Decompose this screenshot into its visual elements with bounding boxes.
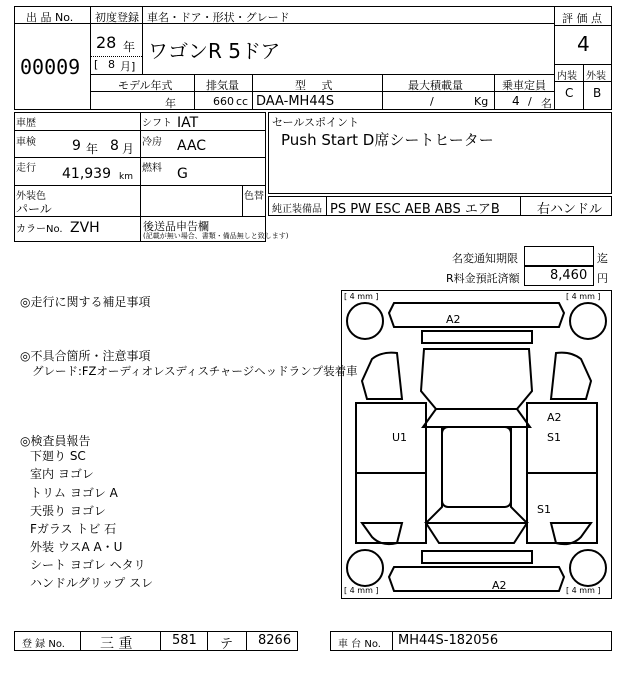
capacity-label: 乗車定員 (502, 79, 546, 92)
aftermarket-note: (記載が無い場合、書類・備品無しと致します) (143, 232, 289, 240)
right-front-fender (551, 353, 591, 399)
chassis-no: MH44S-182056 (398, 633, 499, 648)
defects-line: グレード:FZオーディオレスディスチャージヘッドランプ装着車 (32, 364, 358, 378)
first-reg-label: 初度登録 (95, 11, 139, 24)
reg-month: 8 (108, 58, 115, 71)
inspector-title: ◎検査員報告 (20, 434, 91, 448)
front-bumper-shape (389, 303, 564, 327)
color-no-value: ZVH (70, 220, 100, 236)
load-slash: / (430, 95, 434, 108)
rear-glass (426, 523, 527, 543)
person-unit: 名 (541, 97, 552, 110)
fuel-label: 燃料 (142, 163, 162, 174)
recycle-label: R料金預託済額 (446, 272, 520, 285)
aftermarket-label: 後送品申告欄 (143, 220, 209, 233)
left-rear-fender (362, 523, 402, 544)
recycle-unit: 円 (597, 272, 608, 285)
shaken-label: 車検 (16, 137, 36, 148)
handle-side: 右ハンドル (537, 202, 603, 217)
name-change-unit: 迄 (597, 252, 608, 265)
model-year-unit: 年 (165, 97, 176, 110)
hood (421, 349, 532, 409)
car-diagram (341, 290, 612, 599)
right-rear-fender (551, 523, 591, 544)
name-change-value-box (524, 246, 594, 266)
equipment-items: PS PW ESC AEB ABS エアB (330, 202, 500, 217)
capacity-slash: / (528, 95, 532, 108)
inspector-line: 室内 ヨゴレ (30, 467, 94, 481)
rear-bumper-shape (389, 567, 564, 591)
displacement-value: 660 (213, 95, 234, 108)
model-code-label: 型 式 (295, 79, 339, 92)
score-label: 評 価 点 (562, 12, 602, 25)
repaint-label: 色替 (244, 191, 264, 202)
tire-front-left (347, 303, 383, 339)
color-no-label: カラーNo. (16, 224, 63, 235)
inspector-line: 下廻り SC (30, 449, 86, 463)
lot-no-label: 出 品 No. (26, 11, 74, 24)
equipment-label: 純正装備品 (272, 204, 322, 215)
damage-right-rear-s1: S1 (537, 503, 551, 516)
reg-number: 8266 (258, 633, 292, 648)
mileage-label: 走行 (16, 163, 36, 174)
tire-mark-fl: [ 4 mm ] (344, 292, 379, 301)
exterior-color-value: パール (16, 202, 52, 216)
name-change-label: 名変通知期限 (452, 252, 518, 265)
left-pillar (426, 427, 442, 523)
history-label: 車歴 (16, 118, 36, 129)
reg-class: 581 (172, 633, 197, 648)
left-rear-door (356, 473, 426, 543)
fuel-value: G (177, 166, 188, 182)
model-code: DAA-MH44S (256, 94, 335, 109)
capacity-value: 4 (512, 94, 520, 108)
shift-label: シフト (142, 118, 172, 129)
car-diagram-svg (342, 291, 611, 598)
reg-month-bracket: [ (94, 58, 99, 71)
driving-notes-title: ◎走行に関する補足事項 (20, 295, 151, 309)
reg-year: 28 (96, 33, 117, 52)
shift-value: IAT (177, 115, 199, 131)
tire-front-right (570, 303, 606, 339)
damage-rear-bumper: A2 (492, 579, 507, 592)
windshield (423, 409, 530, 427)
tire-mark-rl: [ 4 mm ] (344, 586, 379, 595)
roof (442, 427, 511, 507)
reg-region: 三 重 (100, 636, 133, 652)
shaken-year-unit: 年 (86, 142, 99, 156)
max-load-label: 最大積載量 (408, 79, 463, 92)
exterior-label: 外装 (586, 71, 606, 82)
damage-front-bumper: A2 (446, 313, 461, 326)
inspector-line: Fガラス トビ 石 (30, 522, 117, 536)
interior-grade: C (565, 86, 574, 100)
inspector-line: 天張り ヨゴレ (30, 504, 106, 518)
inspector-line: 外装 ウスA A・U (30, 540, 123, 554)
left-front-fender (362, 353, 402, 399)
ac-label: 冷房 (142, 137, 162, 148)
score-value: 4 (577, 32, 590, 56)
right-pillar (511, 427, 527, 523)
right-front-door (527, 403, 597, 473)
chassis-label: 車 台 No. (338, 639, 381, 650)
displacement-label: 排気量 (206, 79, 239, 92)
damage-left-front-u1: U1 (392, 431, 408, 444)
defects-title: ◎不具合箇所・注意事項 (20, 349, 151, 363)
left-front-door (356, 403, 426, 473)
sales-point-label: セールスポイント (272, 116, 360, 129)
inspector-line: トリム ヨゴレ A (30, 486, 118, 500)
sales-point-text: Push Start D席シートヒーター (281, 131, 494, 149)
recycle-value: 8,460 (550, 268, 588, 283)
cc-unit: cc (236, 95, 249, 108)
inspector-line: ハンドルグリップ スレ (30, 576, 154, 590)
reg-month-unit: 月] (120, 60, 136, 73)
shaken-month-unit: 月 (122, 142, 135, 156)
exterior-grade: B (593, 86, 602, 100)
tire-mark-rr: [ 4 mm ] (566, 586, 601, 595)
shaken-month: 8 (110, 138, 119, 154)
car-name: ワゴンR 5ドア (148, 39, 281, 63)
reg-year-unit: 年 (123, 40, 136, 54)
rear-garnish (422, 551, 532, 563)
reg-no-label: 登 録 No. (22, 639, 65, 650)
tire-rear-left (347, 550, 383, 586)
reg-kana: テ (220, 637, 234, 652)
damage-right-front-a2: A2 (547, 411, 562, 424)
lot-number: 00009 (20, 55, 81, 79)
kg-unit: Kg (474, 95, 489, 108)
inspector-line: シート ヨゴレ ヘタリ (30, 558, 146, 572)
ac-value: AAC (177, 138, 207, 154)
exterior-color-label: 外装色 (16, 191, 46, 202)
tire-mark-fr: [ 4 mm ] (566, 292, 601, 301)
interior-label: 内装 (557, 71, 577, 82)
front-grille (422, 331, 532, 343)
name-label: 車名・ドア・形状・グレード (147, 11, 290, 24)
km-unit: km (119, 172, 133, 182)
shaken-year: 9 (72, 138, 81, 154)
tire-rear-right (570, 550, 606, 586)
model-year-label: モデル年式 (118, 79, 173, 92)
damage-right-front-s1: S1 (547, 431, 561, 444)
mileage-value: 41,939 (62, 166, 111, 182)
